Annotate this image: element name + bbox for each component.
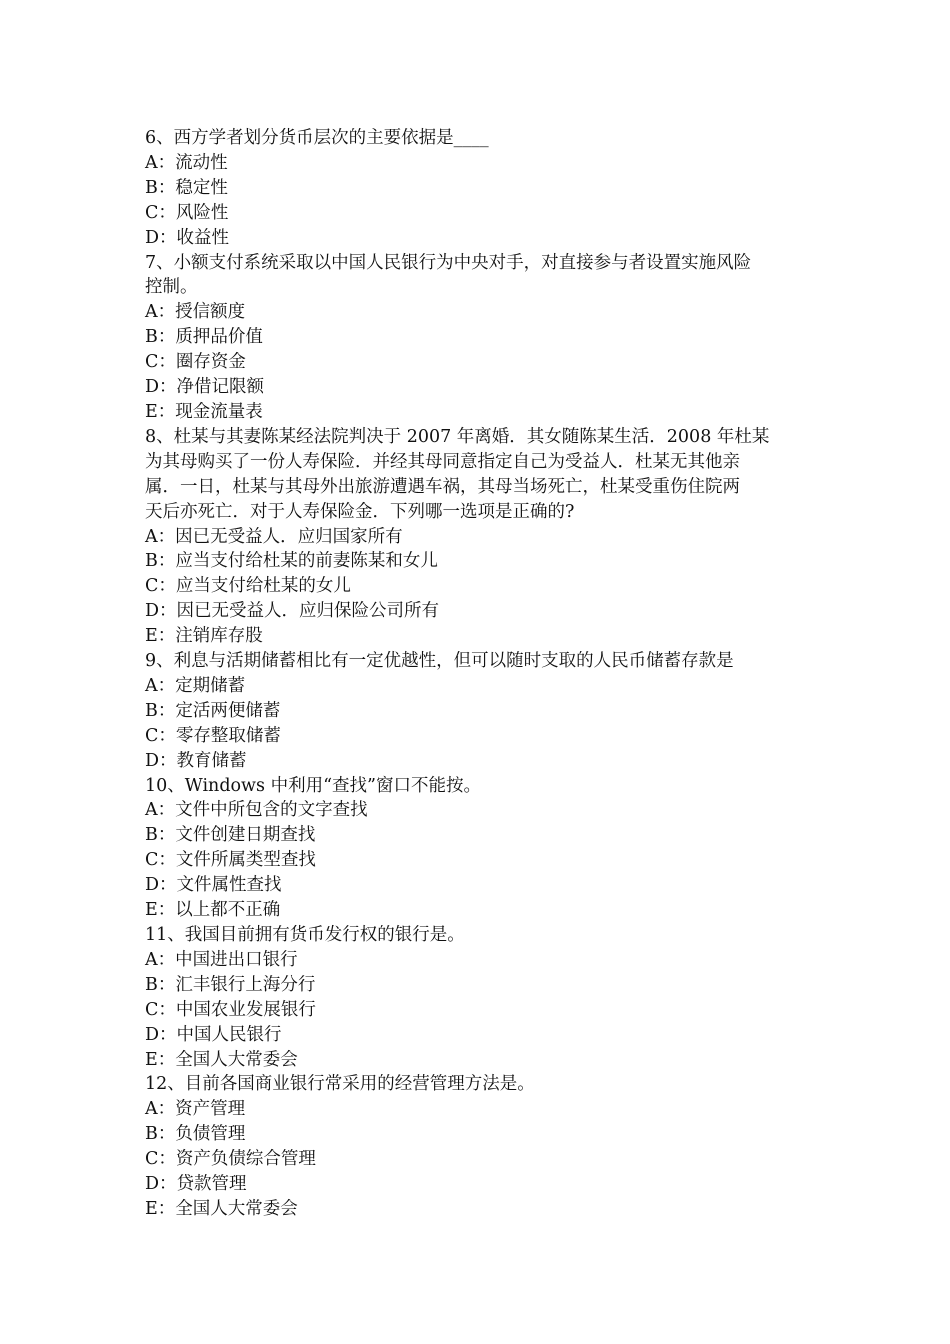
question-text: 6、西方学者划分货币层次的主要依据是____	[145, 128, 489, 148]
question-text: 7、小额支付系统采取以中国人民银行为中央对手，对直接参与者设置实施风险	[145, 252, 752, 273]
answer-option: E：全国人大常委会	[145, 1049, 298, 1070]
question-item	[145, 923, 815, 1072]
question-text: 天后亦死亡．对于人寿保险金．下列哪一选项是正确的?	[145, 501, 575, 522]
answer-option: D：文件属性查找	[145, 875, 282, 896]
question-list	[145, 126, 815, 1222]
answer-option: B：负债管理	[145, 1124, 246, 1145]
question-item	[145, 774, 815, 923]
answer-option: C：中国农业发展银行	[145, 999, 316, 1020]
answer-option: E：注销库存股	[145, 626, 263, 647]
answer-option: E：以上都不正确	[145, 900, 281, 921]
answer-option: D：教育储蓄	[145, 750, 247, 771]
answer-option: A：授信额度	[145, 302, 246, 323]
answer-option: C：资产负债综合管理	[145, 1149, 316, 1170]
answer-option: A：中国进出口银行	[145, 949, 298, 970]
answer-option: E：全国人大常委会	[145, 1198, 298, 1219]
answer-option: A：文件中所包含的文字查找	[145, 800, 368, 821]
answer-option: A：资产管理	[145, 1099, 246, 1120]
answer-option: C：风险性	[145, 202, 229, 223]
question-text: 12、目前各国商业银行常采用的经营管理方法是。	[145, 1074, 535, 1095]
answer-option: D：净借记限额	[145, 377, 265, 398]
question-text: 属．一日，杜某与其母外出旅游遭遇车祸，其母当场死亡，杜某受重伤住院两	[145, 476, 740, 497]
question-text: 11、我国目前拥有货币发行权的银行是。	[145, 925, 465, 945]
answer-option: D：中国人民银行	[145, 1024, 282, 1045]
answer-option: D：收益性	[145, 227, 230, 248]
question-item	[145, 649, 815, 774]
answer-option: A：定期储蓄	[145, 675, 246, 696]
answer-option: B：质押品价值	[145, 327, 263, 348]
answer-option: C：应当支付给杜某的女儿	[145, 576, 351, 597]
question-text: 10、Windows 中利用“查找”窗口不能按。	[145, 775, 481, 796]
answer-option: B：汇丰银行上海分行	[145, 974, 316, 995]
answer-option: D：因已无受益人．应归保险公司所有	[145, 601, 440, 622]
question-item	[145, 251, 815, 425]
answer-option: E：现金流量表	[145, 401, 263, 422]
answer-option: C：圈存资金	[145, 352, 246, 373]
answer-option: C：零存整取储蓄	[145, 725, 281, 746]
answer-option: B：文件创建日期查找	[145, 825, 316, 846]
answer-option: C：文件所属类型查找	[145, 850, 316, 871]
answer-option: B：应当支付给杜某的前妻陈某和女儿	[145, 551, 438, 572]
answer-option: D：贷款管理	[145, 1174, 247, 1195]
question-text: 为其母购买了一份人寿保险．并经其母同意指定自己为受益人．杜某无其他亲	[145, 451, 740, 472]
answer-option: A：因已无受益人．应归国家所有	[145, 526, 403, 547]
answer-option: B：稳定性	[145, 177, 228, 198]
question-text: 8、杜某与其妻陈某经法院判决于 2007 年离婚．其女随陈某生活．2008 年杜某	[145, 426, 770, 447]
question-item	[145, 1072, 815, 1221]
answer-option: A：流动性	[145, 152, 228, 173]
question-item	[145, 126, 815, 251]
question-text: 控制。	[145, 277, 198, 298]
question-item	[145, 425, 815, 649]
question-text: 9、利息与活期储蓄相比有一定优越性，但可以随时支取的人民币储蓄存款是	[145, 651, 734, 672]
answer-option: B：定活两便储蓄	[145, 700, 281, 721]
